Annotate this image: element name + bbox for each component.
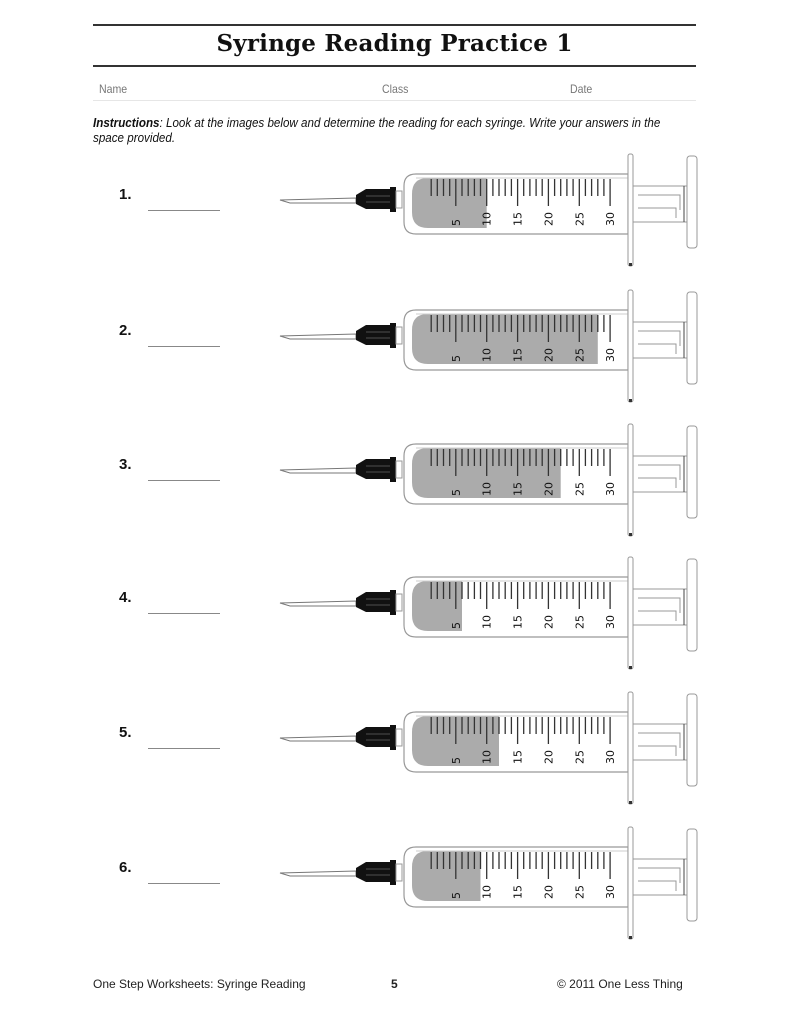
svg-text:10: 10 [480, 348, 494, 362]
svg-text:25: 25 [573, 482, 587, 496]
svg-text:5: 5 [449, 892, 463, 899]
svg-text:30: 30 [604, 348, 618, 362]
svg-text:5: 5 [449, 219, 463, 226]
answer-blank[interactable] [148, 613, 220, 614]
svg-text:20: 20 [542, 482, 556, 496]
svg-text:15: 15 [511, 212, 525, 226]
name-field-label: Name [99, 82, 128, 96]
instructions-label: Instructions [93, 116, 160, 130]
syringe-figure [278, 823, 702, 941]
question-number: 2. [119, 322, 132, 339]
question-number: 4. [119, 589, 132, 606]
title-bottom-rule [93, 65, 696, 67]
svg-text:15: 15 [511, 348, 525, 362]
svg-text:15: 15 [511, 885, 525, 899]
svg-text:15: 15 [511, 615, 525, 629]
answer-blank[interactable] [148, 480, 220, 481]
question-number: 6. [119, 859, 132, 876]
syringe-figure [278, 553, 702, 671]
svg-text:25: 25 [573, 212, 587, 226]
svg-text:5: 5 [449, 622, 463, 629]
svg-text:30: 30 [604, 750, 618, 764]
syringe-figure [278, 688, 702, 806]
svg-text:10: 10 [480, 615, 494, 629]
svg-text:10: 10 [480, 750, 494, 764]
class-field-label: Class [382, 82, 409, 96]
svg-text:30: 30 [604, 615, 618, 629]
svg-text:25: 25 [573, 615, 587, 629]
question-number: 5. [119, 724, 132, 741]
svg-text:15: 15 [511, 482, 525, 496]
syringe-figure [278, 420, 702, 538]
title-top-rule [93, 24, 696, 26]
svg-text:30: 30 [604, 885, 618, 899]
question-number: 3. [119, 456, 132, 473]
instructions [93, 116, 665, 146]
svg-text:25: 25 [573, 348, 587, 362]
footer-copyright: © 2011 One Less Thing [557, 977, 683, 991]
svg-text:5: 5 [449, 489, 463, 496]
svg-text:20: 20 [542, 348, 556, 362]
syringe-figure [278, 286, 702, 404]
svg-text:10: 10 [480, 482, 494, 496]
instructions-text: : Look at the images below and determine the reading for each syringe. Write your answers in the space provided. [93, 116, 661, 145]
svg-text:20: 20 [542, 750, 556, 764]
svg-text:10: 10 [480, 885, 494, 899]
svg-text:30: 30 [604, 482, 618, 496]
svg-text:20: 20 [542, 615, 556, 629]
svg-text:30: 30 [604, 212, 618, 226]
question-number: 1. [119, 186, 132, 203]
svg-text:5: 5 [449, 355, 463, 362]
svg-text:5: 5 [449, 757, 463, 764]
svg-text:20: 20 [542, 212, 556, 226]
svg-text:25: 25 [573, 885, 587, 899]
svg-text:10: 10 [480, 212, 494, 226]
answer-blank[interactable] [148, 748, 220, 749]
footer-page-number: 5 [391, 977, 398, 991]
footer-series: One Step Worksheets: Syringe Reading [93, 977, 306, 991]
answer-blank[interactable] [148, 210, 220, 211]
info-field-line[interactable] [93, 100, 696, 101]
svg-text:15: 15 [511, 750, 525, 764]
svg-text:20: 20 [542, 885, 556, 899]
page-title: Syringe Reading Practice 1 [216, 30, 573, 57]
answer-blank[interactable] [148, 883, 220, 884]
answer-blank[interactable] [148, 346, 220, 347]
syringe-figure [278, 150, 702, 268]
svg-text:25: 25 [573, 750, 587, 764]
date-field-label: Date [570, 82, 593, 96]
